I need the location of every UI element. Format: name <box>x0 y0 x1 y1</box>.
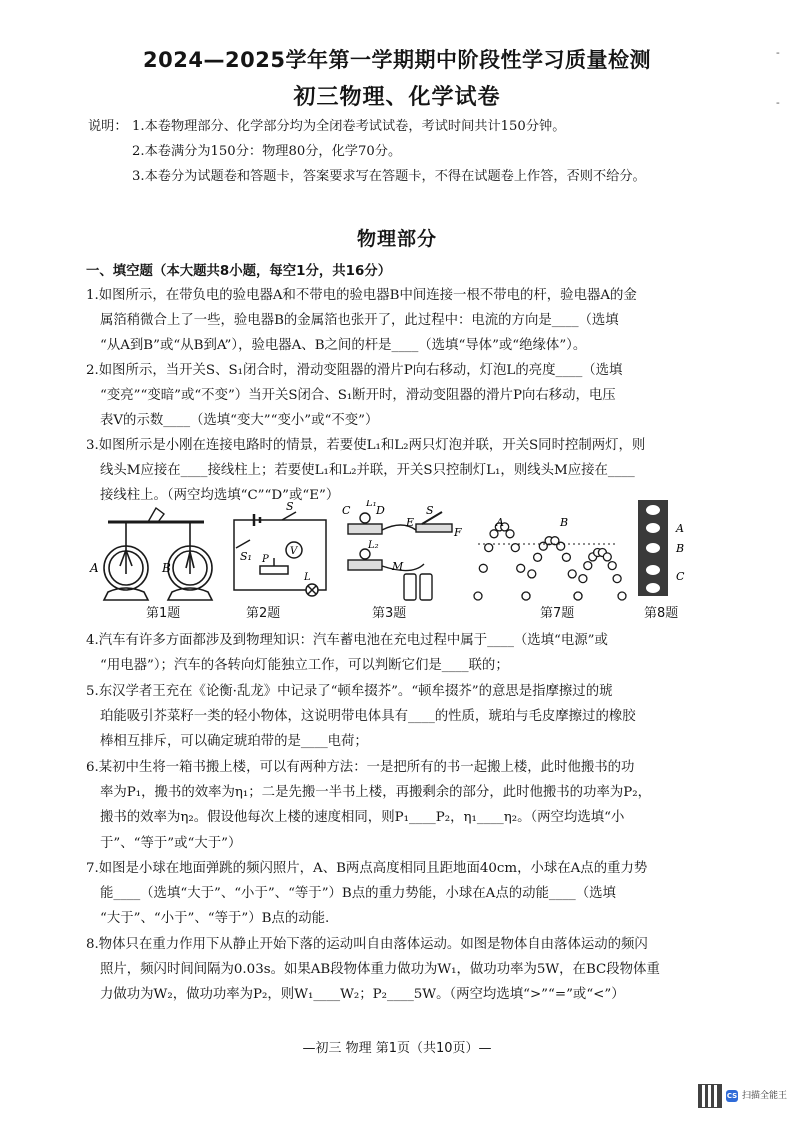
part-heading: 一、填空题（本大题共8小题，每空1分，共16分） <box>86 264 392 279</box>
question-4 <box>86 628 712 678</box>
figure-7-bouncing-ball <box>474 523 626 600</box>
ball-frame <box>474 592 482 600</box>
fig2-label-s: S <box>286 500 294 513</box>
question-5 <box>86 679 712 755</box>
ball-frame <box>574 592 582 600</box>
fig3-label-m: M <box>392 560 404 573</box>
fig1-label-a: A <box>90 561 99 575</box>
question-line: 棒相互排斥，可以确定琥珀带的是____电荷； <box>100 734 368 750</box>
fig2-label-s1: S₁ <box>240 550 252 563</box>
question-line: 7.如图是小球在地面弹跳的频闪照片，A、B两点高度相同且距地面40cm，小球在A点的重力势 <box>86 861 648 876</box>
question-line: 1.如图所示，在带负电的验电器A和不带电的验电器B中间连接一根不带电的杆，验电器A的金 <box>86 288 637 303</box>
ball-frame <box>490 530 498 538</box>
page-footer: —初三 物理 第1页（共10页）— <box>302 1041 492 1056</box>
question-7 <box>86 856 712 932</box>
fig3-label-l1: L₁ <box>366 500 377 509</box>
fig3-label-s: S <box>426 504 434 517</box>
fig8-label-b: B <box>676 542 685 555</box>
question-line: 2.如图所示，当开关S、S₁闭合时，滑动变阻器的滑片P向右移动，灯泡L的亮度____（选填 <box>86 363 623 378</box>
instructions <box>88 114 748 189</box>
ball-frame <box>517 564 525 572</box>
ball-frame <box>568 570 576 578</box>
question-line: 照片，频闪时间间隔为0.03s。如果AB段物体重力做功为W₁，做功功率为5W，在BC段物体重 <box>100 962 660 978</box>
ball-frame <box>613 575 621 583</box>
question-line: “用电器”）；汽车的各转向灯能独立工作，可以判断它们是____联的； <box>100 658 509 674</box>
ball-frame <box>506 530 514 538</box>
question-line: 率为P₁，搬书的效率为η₁；二是先搬一半书上楼，再搬剩余的部分，此时他搬书的功率为P₂， <box>100 785 651 801</box>
ball-frame <box>584 562 592 570</box>
caption-fig2: 第2题 <box>246 606 281 621</box>
scanner-logo-icon: CS <box>726 1092 738 1100</box>
fig8-label-c: C <box>676 570 685 583</box>
question-line: 3.如图所示是小刚在连接电路时的情景，若要使L₁和L₂两只灯泡并联，开关S同时控制两灯，则 <box>86 438 646 453</box>
question-line: 珀能吸引芥菜籽一类的轻小物体，这说明带电体具有____的性质，琥珀与毛皮摩擦过的橡胶 <box>100 709 636 725</box>
question-3 <box>86 433 712 509</box>
instruction-item: 3.本卷分为试题卷和答题卡，答案要求写在答题卡，不得在试题卷上作答，否则不给分。 <box>132 169 646 184</box>
question-line: 能____（选填“大于”、“小于”、“等于”）B点的重力势能，小球在A点的动能____（选填 <box>100 886 616 902</box>
question-line: 于”、“等于”或“大于”） <box>100 835 242 851</box>
question-8 <box>86 932 712 1008</box>
edge-tick: - <box>776 46 780 59</box>
fig3-label-d: D <box>376 504 385 517</box>
question-line: 4.汽车有许多方面都涉及到物理知识：汽车蓄电池在充电过程中属于____（选填“电源”或 <box>86 633 608 648</box>
fig3-label-f: F <box>454 526 462 539</box>
fig3-label-l2: L₂ <box>368 540 379 551</box>
question-line: 搬书的效率为η₂。假设他每次上楼的速度相同，则P₁____P₂，η₁____η₂。（两空均选填“小 <box>100 810 625 826</box>
ball-frame <box>608 562 616 570</box>
scanner-watermark-text: 扫描全能王 <box>742 1091 788 1101</box>
qr-code-icon <box>698 1084 722 1108</box>
ball-frame <box>479 564 487 572</box>
caption-fig8: 第8题 <box>644 606 679 621</box>
question-line: 接线柱上。（两空均选填“C”“D”或“E”） <box>100 488 340 504</box>
figure-1-electroscopes <box>104 508 212 600</box>
instruction-item: 1.本卷物理部分、化学部分均为全闭卷考试试卷，考试时间共计150分钟。 <box>132 119 566 134</box>
exam-subtitle: 初三物理、化学试卷 <box>293 85 501 110</box>
question-line: 6.某初中生将一箱书搬上楼，可以有两种方法：一是把所有的书一起搬上楼，此时他搬书的功 <box>86 760 635 775</box>
edge-tick: - <box>776 96 780 109</box>
ball-frame <box>534 553 542 561</box>
fig2-label-l: L <box>304 572 311 583</box>
scanner-watermark <box>698 1083 788 1109</box>
ball-frame <box>562 553 570 561</box>
fig2-label-v: V <box>290 546 298 557</box>
question-line: “大于”、“小于”、“等于”）B点的动能. <box>100 911 330 927</box>
question-line: “变亮”“变暗”或“不变”）当开关S闭合、S₁断开时，滑动变阻器的滑片P向右移动，电压 <box>100 388 616 404</box>
question-line: 8.物体只在重力作用下从静止开始下落的运动叫自由落体运动。如图是物体自由落体运动的频闪 <box>86 937 648 952</box>
ball-frame <box>528 570 536 578</box>
ball-frame <box>618 592 626 600</box>
fig2-label-p: P <box>262 554 269 565</box>
question-6 <box>86 755 712 856</box>
figure-3-wiring <box>348 512 452 600</box>
fig7-label-b: B <box>560 516 569 529</box>
fig3-label-e: E <box>406 516 415 529</box>
question-1 <box>86 283 712 359</box>
ball-frame <box>522 592 530 600</box>
question-line: 力做功为W₂，做功功率为P₂，则W₁____W₂；P₂____5W。（两空均选填“>”“=”或“<”） <box>100 987 625 1003</box>
question-line: “从A到B”或“从B到A”），验电器A、B之间的杆是____（选填“导体”或“绝缘体”）。 <box>100 338 587 354</box>
section-title: 物理部分 <box>356 228 437 250</box>
ball-frame <box>485 544 493 552</box>
fig7-label-a: A <box>496 516 504 529</box>
question-2 <box>86 358 712 434</box>
instructions-lead: 说明： <box>88 119 128 134</box>
question-line: 线头M应接在____接线柱上；若要使L₁和L₂并联，开关S只控制灯L₁，则线头M应接在____ <box>100 463 635 479</box>
ball-frame <box>557 542 565 550</box>
exam-title: 2024—2025学年第一学期期中阶段性学习质量检测 <box>143 48 651 72</box>
caption-fig1: 第1题 <box>146 606 181 621</box>
question-line: 表V的示数____（选填“变大”“变小”或“不变”） <box>100 413 379 429</box>
question-line: 属箔稍微合上了一些，验电器B的金属箔也张开了，此过程中：电流的方向是____（选填 <box>100 313 619 329</box>
question-line: 5.东汉学者王充在《论衡·乱龙》中记录了“顿牟掇芥”。“顿牟掇芥”的意思是指摩擦过的琥 <box>86 684 613 699</box>
fig1-label-b: B <box>162 561 171 575</box>
fig3-label-c: C <box>342 504 351 517</box>
ball-frame <box>511 544 519 552</box>
ball-frame <box>579 575 587 583</box>
caption-fig3: 第3题 <box>372 606 407 621</box>
caption-fig7: 第7题 <box>540 606 575 621</box>
figure-8-free-fall <box>638 500 668 596</box>
fig8-label-a: A <box>676 522 684 535</box>
ball-frame <box>603 553 611 561</box>
instruction-item: 2.本卷满分为150分：物理80分，化学70分。 <box>132 144 402 159</box>
